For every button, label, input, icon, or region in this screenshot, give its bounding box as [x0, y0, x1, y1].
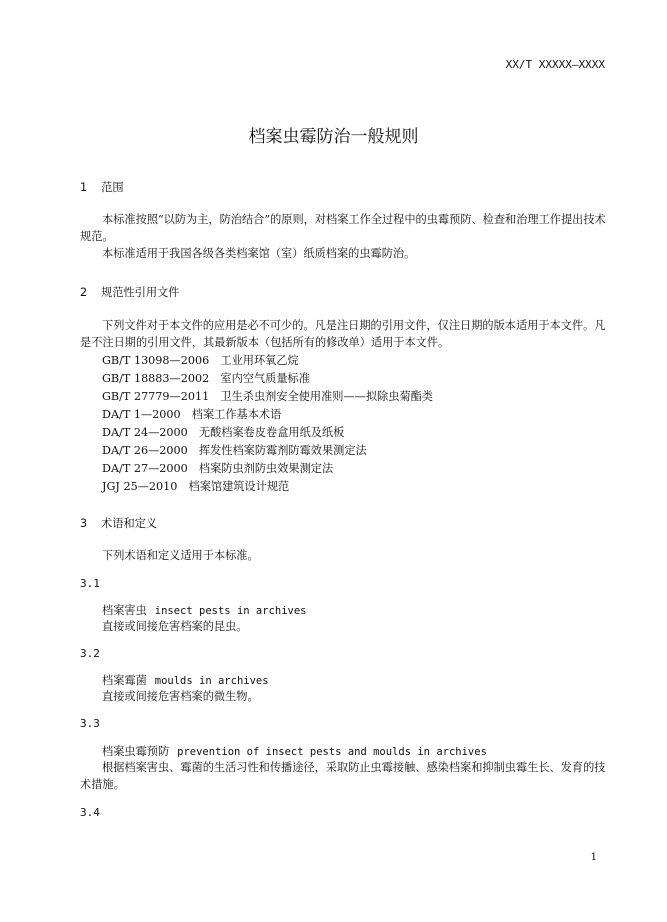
term-number: 3.4 — [80, 806, 100, 819]
reference-item: JGJ 25—2010 档案馆建筑设计规范 — [102, 480, 290, 493]
term-chinese: 档案霉菌 — [102, 674, 147, 687]
term-entry — [102, 671, 269, 689]
document-title: 档案虫霉防治一般规则 — [248, 127, 419, 147]
section-1-paragraph-1: 本标准按照“以防为主，防治结合”的原则，对档案工作全过程中的虫霉预防、检查和治理工作提出技术规范。 — [80, 213, 606, 243]
reference-item: GB/T 13098—2006 工业用环氧乙烷 — [102, 354, 299, 367]
term-number: 3.2 — [80, 647, 100, 660]
section-number: 3 — [80, 517, 88, 530]
term-english: prevention of insect pests and moulds in archives — [177, 746, 487, 758]
term-definition: 根据档案害虫、霉菌的生活习性和传播途径，采取防止虫霉接触、感染档案和抑制虫霉生长、发育的技术措施。 — [80, 761, 606, 791]
reference-item: DA/T 24—2000 无酸档案卷皮卷盒用纸及纸板 — [102, 426, 345, 439]
term-english: insect pests in archives — [154, 605, 307, 617]
section-title: 术语和定义 — [101, 517, 158, 530]
term-chinese: 档案害虫 — [102, 604, 147, 617]
section-1-paragraph-2: 本标准适用于我国各级各类档案馆（室）纸质档案的虫霉防治。 — [102, 247, 416, 260]
term-english: moulds in archives — [154, 675, 269, 687]
section-title: 范围 — [101, 181, 124, 194]
section-number: 1 — [80, 181, 88, 194]
section-3-intro: 下列术语和定义适用于本标准。 — [102, 549, 259, 562]
reference-item: GB/T 18883—2002 室内空气质量标准 — [102, 372, 310, 385]
reference-item: DA/T 27—2000 档案防虫剂防虫效果测定法 — [102, 462, 334, 475]
section-2-heading — [80, 284, 179, 300]
section-3-heading — [80, 515, 157, 531]
section-title: 规范性引用文件 — [101, 286, 180, 299]
term-entry — [102, 742, 487, 760]
term-chinese: 档案虫霉预防 — [102, 745, 170, 758]
term-definition: 直接或间接危害档案的昆虫。 — [102, 620, 248, 633]
term-number: 3.1 — [80, 577, 100, 590]
section-2-intro: 下列文件对于本文件的应用是必不可少的。凡是注日期的引用文件，仅注日期的版本适用于本文件。凡是不注日期的引用文件，其最新版本（包括所有的修改单）适用于本文件。 — [80, 319, 606, 349]
term-number: 3.3 — [80, 717, 100, 730]
section-1-heading — [80, 179, 124, 195]
reference-item: DA/T 26—2000 挥发性档案防霉剂防霉效果测定法 — [102, 444, 367, 457]
page-number: 1 — [590, 852, 597, 863]
standard-code: XX/T XXXXX—XXXX — [505, 58, 605, 71]
reference-item: DA/T 1—2000 档案工作基本术语 — [102, 408, 282, 421]
reference-item: GB/T 27779—2011 卫生杀虫剂安全使用准则——拟除虫菊酯类 — [102, 390, 433, 403]
term-definition: 直接或间接危害档案的微生物。 — [102, 690, 259, 703]
section-number: 2 — [80, 286, 88, 299]
term-entry — [102, 601, 306, 619]
